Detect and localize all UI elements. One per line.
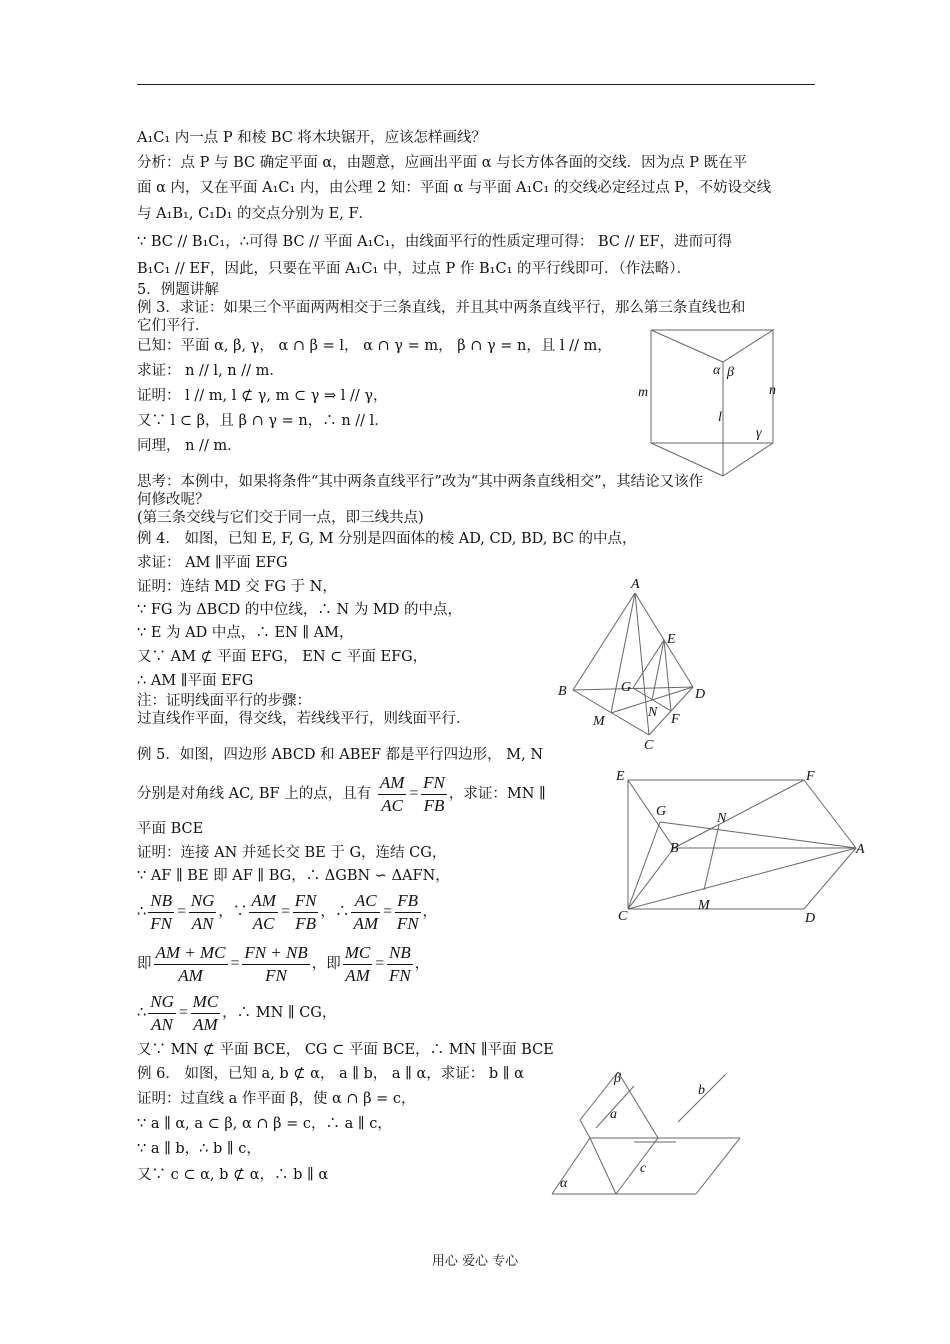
formula-line <box>137 940 429 988</box>
label-beta: β <box>614 1071 621 1086</box>
text-line: 过直线作平面，得交线，若线线平行，则线面平行． <box>137 711 471 727</box>
denominator: AC <box>381 795 403 815</box>
text-line: 何修改呢？ <box>137 492 210 508</box>
denominator: AM <box>193 1014 218 1034</box>
text-line: 例 5．如图，四边形 ABCD 和 ABEF 都是平行四边形， M, N <box>137 747 544 763</box>
numerator: NG <box>148 991 176 1014</box>
equals-sign: = <box>177 1004 189 1021</box>
fraction <box>395 890 421 935</box>
denominator: FN <box>389 965 411 985</box>
text-line: 又∵ AM ⊄ 平面 EFG， EN ⊂ 平面 EFG， <box>137 649 428 665</box>
numerator: FB <box>395 890 421 913</box>
segment-NM <box>704 825 719 890</box>
text-line: ∵ a ∥ b，∴ b ∥ c， <box>137 1141 261 1157</box>
label-a: a <box>610 1107 617 1122</box>
text-line: 思考：本例中，如果将条件“其中两条直线平行”改为“其中两条直线相交”，其结论又该作 <box>137 474 704 490</box>
label-m: m <box>638 385 649 400</box>
text-fragment: ，求证：MN ∥ <box>448 786 546 802</box>
diagonal-BF <box>674 780 804 848</box>
label-F: F <box>806 769 815 784</box>
parallelograms-figure <box>612 765 874 930</box>
fraction <box>293 890 319 935</box>
text-fragment: 即 <box>137 956 152 972</box>
text-line: ∵ FG 为 ΔBCD 的中位线，∴ N 为 MD 的中点， <box>137 602 463 618</box>
denominator: AN <box>191 913 214 933</box>
text-fragment: ∴ <box>137 904 147 920</box>
label-beta: β <box>727 365 734 380</box>
text-line: 平面 BCE <box>137 821 204 837</box>
label-F: F <box>671 712 680 727</box>
plane-alpha-edge <box>552 1138 590 1194</box>
fraction <box>351 890 380 935</box>
text-line: 注：证明线面平行的步骤： <box>137 693 311 709</box>
numerator: AM <box>378 772 407 795</box>
text-line: 证明：连结 MD 交 FG 于 N， <box>137 579 337 595</box>
numerator: NB <box>387 942 413 965</box>
fraction <box>242 942 309 987</box>
text-line: 证明：过直线 a 作平面 β，使 α ∩ β = c， <box>137 1091 416 1107</box>
label-B: B <box>558 684 567 699</box>
fraction <box>189 890 217 935</box>
numerator: NG <box>189 890 217 913</box>
label-A: A <box>856 842 865 857</box>
denominator: FB <box>423 795 445 815</box>
text-line: (第三条交线与它们交于同一点，即三线共点) <box>137 510 424 526</box>
edge-EB <box>628 780 674 848</box>
text-line: 例 6． 如图，已知 a, b ⊄ α， a ∥ b， a ∥ α，求证： b ∥ α <box>137 1066 524 1082</box>
text-line: 例 4． 如图，已知 E, F, G, M 分别是四面体的棱 AD, CD, BD, BC 的中点， <box>137 531 637 547</box>
text-line: 又∵ l ⊂ β，且 β ∩ γ = n，∴ n // l． <box>137 413 389 429</box>
header-rule <box>137 84 815 85</box>
fraction <box>148 890 174 935</box>
label-l: l <box>718 410 722 425</box>
numerator: AM <box>249 890 278 913</box>
label-n: n <box>769 383 776 398</box>
label-E: E <box>667 632 676 647</box>
denominator: AN <box>151 1014 173 1034</box>
text-fragment: 分别是对角线 AC, BF 上的点，且有 <box>137 786 372 802</box>
equals-sign: = <box>408 785 420 802</box>
equals-sign: = <box>382 903 393 920</box>
denominator: AC <box>252 913 275 933</box>
label-alpha: α <box>713 363 721 378</box>
text-line: ∴ AM ∥平面 EFG <box>137 673 254 689</box>
numerator: AM + MC <box>154 942 228 965</box>
text-line: ∵ E 为 AD 中点，∴ EN ∥ AM， <box>137 625 354 641</box>
numerator: FN + NB <box>242 942 309 965</box>
label-b: b <box>698 1083 705 1098</box>
fraction <box>154 942 228 987</box>
label-N: N <box>717 811 727 826</box>
denominator: FN <box>396 913 419 933</box>
prism-figure <box>635 318 795 490</box>
plane-beta-edge <box>580 1120 590 1138</box>
text-line: 它们平行． <box>137 318 210 334</box>
fraction <box>148 991 176 1036</box>
label-E: E <box>616 769 625 784</box>
text-line: ∵ a ∥ α, a ⊂ β, α ∩ β = c，∴ a ∥ c， <box>137 1116 392 1132</box>
label-M: M <box>593 714 605 729</box>
numerator: NB <box>148 890 174 913</box>
label-A: A <box>631 577 640 592</box>
prism-edge <box>651 443 723 476</box>
formula-line <box>137 770 546 818</box>
edge-FA <box>804 780 856 848</box>
plane-alpha-edge <box>696 1138 740 1194</box>
label-D: D <box>805 911 816 926</box>
denominator: FN <box>265 965 287 985</box>
denominator: AM <box>345 965 370 985</box>
prism-top-face <box>651 330 773 362</box>
text-fragment: ，∴ <box>320 904 350 920</box>
text-fragment: ， <box>422 904 438 920</box>
edge-DA <box>804 848 856 909</box>
numerator: FN <box>421 772 447 795</box>
text-line: 证明： l // m, l ⊄ γ, m ⊂ γ ⇒ l // γ， <box>137 388 388 404</box>
edge-AC <box>635 593 649 735</box>
page-footer: 用心 爱心 专心 <box>431 1254 519 1269</box>
fraction <box>378 772 407 817</box>
text-line: 又∵ MN ⊄ 平面 BCE， CG ⊂ 平面 BCE，∴ MN ∥平面 BCE <box>137 1042 554 1058</box>
plane-beta-edge <box>590 1138 616 1194</box>
text-line: 求证： n // l, n // m． <box>137 363 284 379</box>
text-line: A₁C₁ 内一点 P 和棱 BC 将木块锯开，应该怎样画线？ <box>137 130 487 146</box>
text-line: 已知：平面 α, β, γ， α ∩ β = l， α ∩ γ = m， β ∩ γ = n，且 l // m， <box>137 338 612 354</box>
text-line: 同理， n // m． <box>137 438 242 454</box>
text-line: 面 α 内，又在平面 A₁C₁ 内，由公理 2 知：平面 α 与平面 A₁C₁ 的交线必定经过点 P，不妨设交线 <box>137 180 772 196</box>
text-fragment: ， <box>414 956 430 972</box>
planes-figure <box>548 1062 748 1200</box>
label-N: N <box>648 705 658 720</box>
label-C: C <box>644 738 654 753</box>
fraction <box>249 890 278 935</box>
line-b <box>678 1074 726 1122</box>
label-G: G <box>621 680 632 695</box>
text-line: ∵ BC // B₁C₁，∴可得 BC // 平面 A₁C₁，由线面平行的性质定理可得： BC // EF，进而可得 <box>137 234 733 250</box>
equals-sign: = <box>374 955 386 972</box>
plane-beta-edge <box>616 1138 658 1194</box>
text-line: 例 3．求证：如果三个平面两两相交于三条直线，并且其中两条直线平行，那么第三条直线也和 <box>137 300 746 316</box>
text-fragment: ，∵ <box>218 904 248 920</box>
fraction <box>343 942 373 987</box>
section-heading: 5．例题讲解 <box>137 282 219 298</box>
numerator: MC <box>343 942 373 965</box>
text-line: 分析：点 P 与 BC 确定平面 α，由题意，应画出平面 α 与长方体各面的交线．因为点 P 既在平 <box>137 155 748 171</box>
equals-sign: = <box>175 903 187 920</box>
prism-edge <box>723 443 773 476</box>
segment-GA <box>660 822 856 848</box>
text-line: 与 A₁B₁, C₁D₁ 的交点分别为 E, F． <box>137 206 374 222</box>
text-line: 证明：连接 AN 并延长交 BE 于 G，连结 CG， <box>137 845 447 861</box>
text-line: ∵ AF ∥ BE 即 AF ∥ BG，∴ ΔGBN ∽ ΔAFN， <box>137 868 450 884</box>
segment-EF <box>664 640 671 711</box>
label-M: M <box>698 898 710 913</box>
text-line: 又∵ c ⊂ α, b ⊄ α，∴ b ∥ α <box>137 1167 329 1183</box>
numerator: AC <box>351 890 380 913</box>
equals-sign: = <box>279 903 291 920</box>
label-B: B <box>670 841 679 856</box>
text-fragment: ∴ <box>137 1005 147 1021</box>
plane-beta-edge <box>618 1072 658 1138</box>
label-G: G <box>656 804 667 819</box>
numerator: MC <box>191 991 221 1014</box>
text-line: B₁C₁ // EF，因此，只要在平面 A₁C₁ 中，过点 P 作 B₁C₁ 的平行线即可．（作法略）． <box>137 261 691 277</box>
label-alpha: α <box>560 1176 568 1191</box>
numerator: FN <box>293 890 319 913</box>
label-D: D <box>695 687 706 702</box>
denominator: AM <box>178 965 203 985</box>
label-C: C <box>618 909 628 924</box>
fraction <box>421 772 447 817</box>
label-gamma: γ <box>756 426 762 441</box>
text-fragment: ，即 <box>311 956 341 972</box>
label-c: c <box>640 1161 647 1176</box>
denominator: FB <box>295 913 316 933</box>
text-line: 求证： AM ∥平面 EFG <box>137 555 288 571</box>
text-fragment: ，∴ MN ∥ CG， <box>222 1005 337 1021</box>
tetrahedron-figure <box>555 575 715 755</box>
edge-CB <box>628 848 674 909</box>
formula-line <box>137 888 437 936</box>
segment-CG <box>628 822 660 909</box>
fraction <box>191 991 221 1036</box>
equals-sign: = <box>229 955 241 972</box>
formula-line <box>137 989 336 1037</box>
denominator: AM <box>353 913 379 933</box>
fraction <box>387 942 413 987</box>
denominator: FN <box>150 913 172 933</box>
diagonal-CA <box>628 848 856 909</box>
